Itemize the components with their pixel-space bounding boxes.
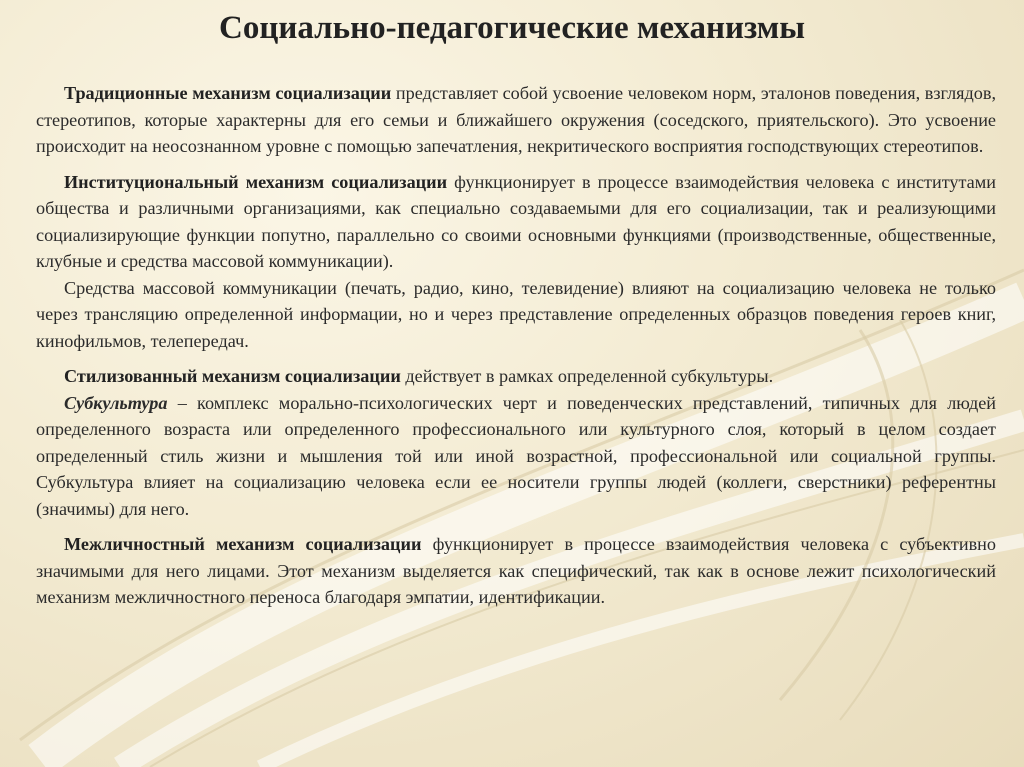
text-interpersonal-mechanism: функционирует в процессе взаимодействия человека с субъективно значимыми для него лицами. Этот механизм выделяется как специфический, так как в основе лежит психологический механизм межличностного переноса благодаря эмпатии, идентификации. <box>36 534 996 607</box>
paragraph-mass-media <box>36 275 996 355</box>
paragraph-traditional-mechanism <box>36 80 996 160</box>
term-institutional-mechanism: Институциональный механизм социализации <box>64 171 448 192</box>
term-subculture: Субкультура <box>64 392 168 413</box>
text-subculture: – комплекс морально-психологических черт и поведенческих представлений, типичных для людей определенного возраста или определенного профессионального или культурного слоя, который в целом создает определенный стиль жизни и мышления той или иной возрастной, профессиональной или социальной группы. Субкультура влияет на социализацию человека если ее носители группы людей (коллеги, сверстники) референтны (значимы) для него. <box>36 392 996 519</box>
text-stylized-mechanism: действует в рамках определенной субкультуры. <box>400 366 774 386</box>
paragraph-institutional-mechanism <box>36 169 996 275</box>
term-interpersonal-mechanism: Межличностный механизм социализации <box>64 534 422 554</box>
paragraph-stylized-mechanism <box>36 363 996 390</box>
slide-title: Социально-педагогические механизмы <box>218 10 806 46</box>
paragraph-interpersonal-mechanism <box>36 531 996 611</box>
paragraph-subculture <box>36 390 996 523</box>
term-traditional-mechanism: Традиционные механизм социализации <box>64 83 392 103</box>
slide-body <box>36 80 996 611</box>
text-traditional-mechanism: представляет собой усвоение человеком норм, эталонов поведения, взглядов, стереотипов, которые характерны для его семьи и ближайшего окружения (соседского, приятельского). Это усвоение происходит на неосознанном уровне с помощью запечатления, некритического восприятия господствующих стереотипов. <box>36 83 997 156</box>
term-stylized-mechanism: Стилизованный механизм социализации <box>64 366 401 386</box>
text-mass-media: Средства массовой коммуникации (печать, радио, кино, телевидение) влияют на социализацию человека не только через трансляцию определенной информации, но и через представление определенных образцов поведения героев книг, кинофильмов, телепередач. <box>36 277 996 351</box>
text-institutional-mechanism: функционирует в процессе взаимодействия человека с институтами общества и различными организациями, как специально создаваемыми для его социализации, так и реализующими социализирующие функции попутно, параллельно со своими основными функциями (производственные, общественные, клубные и средства массовой коммуникации). <box>36 171 996 271</box>
